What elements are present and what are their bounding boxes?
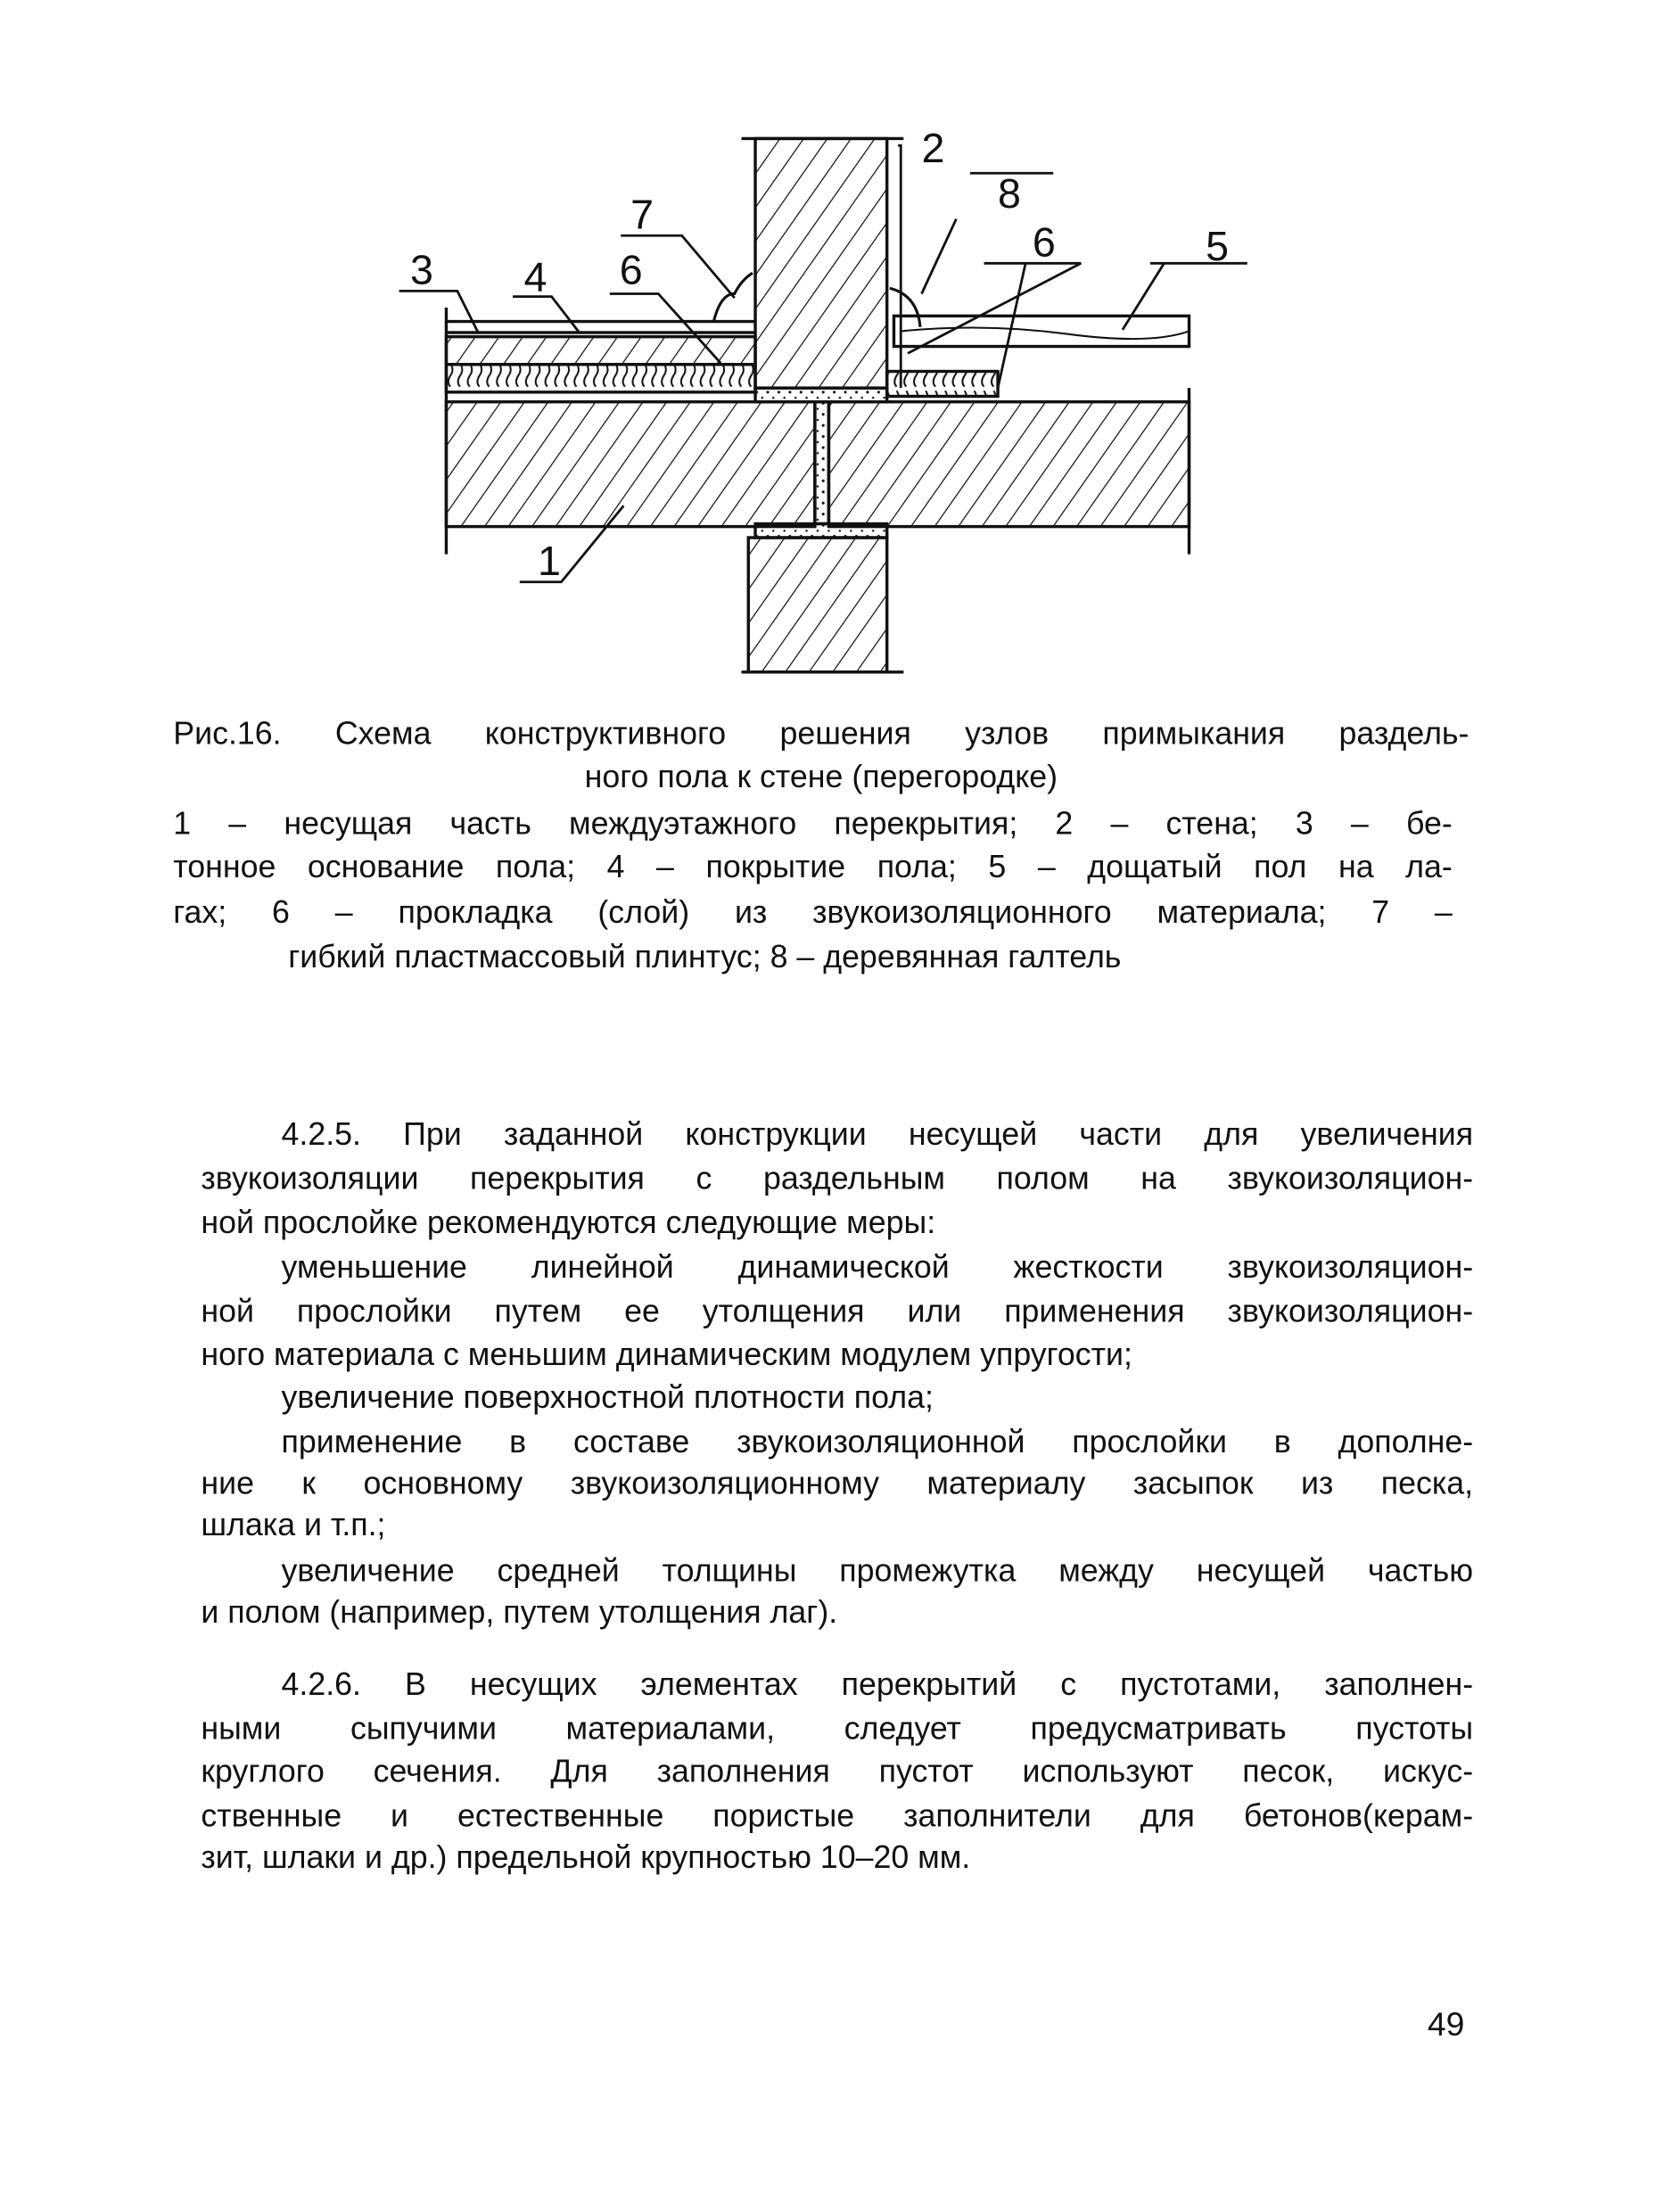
- slab-left: [446, 402, 814, 527]
- label-6-right: 6: [1032, 218, 1056, 266]
- page-number: 49: [1427, 2006, 1465, 2044]
- wall-lower: [748, 538, 886, 672]
- label-3: 3: [410, 246, 433, 293]
- paragraph-line: уменьшение линейной динамической жесткости звукоизоляцион-: [281, 1248, 1474, 1285]
- label-5: 5: [1206, 223, 1230, 270]
- paragraph-line: ной прослойки путем ее утолщения или применения звукоизоляцион-: [201, 1293, 1474, 1329]
- paragraph-line: ными сыпучими материалами, следует предусматривать пустоты: [201, 1709, 1474, 1747]
- slab-right: [828, 402, 1189, 527]
- paragraph-line: применение в составе звукоизоляционной прослойки в дополне-: [281, 1423, 1474, 1460]
- figure-legend-line: гибкий пластмассовый плинтус; 8 – деревянная галтель: [288, 938, 1122, 974]
- label-7: 7: [630, 191, 654, 238]
- figure-legend-line: гах; 6 – прокладка (слой) из звукоизоляционного материала; 7 –: [173, 893, 1453, 930]
- insulation-right: [887, 372, 998, 397]
- paragraph-line: 4.2.6. В несущих элементах перекрытий с пустотами, заполнен-: [281, 1665, 1474, 1702]
- figure-caption-title: Рис.16. Схема конструктивного решения узлов примыкания раздель-: [173, 714, 1470, 752]
- insulation-left: [446, 365, 755, 392]
- paragraph-line: увеличение средней толщины промежутка между несущей частью: [281, 1551, 1474, 1589]
- label-1: 1: [538, 537, 561, 584]
- figure-legend-line: 1 – несущая часть междуэтажного перекрытия; 2 – стена; 3 – бе-: [173, 804, 1453, 842]
- paragraph-line: зит, шлаки и др.) предельной крупностью 10–20 мм.: [201, 1838, 971, 1875]
- paragraph-line: ственные и естественные пористые заполнители для бетонов(керам-: [201, 1797, 1474, 1834]
- label-4: 4: [523, 253, 547, 300]
- paragraph-line: круглого сечения. Для заполнения пустот используют песок, искус-: [201, 1753, 1474, 1789]
- label-6-left: 6: [619, 246, 643, 293]
- paragraph-line: и полом (например, путем утолщения лаг).: [201, 1593, 838, 1630]
- paragraph-line: ной прослойке рекомендуются следующие меры:: [201, 1204, 936, 1241]
- paragraph-line: ного материала с меньшим динамическим модулем упругости;: [201, 1336, 1132, 1372]
- label-2: 2: [921, 124, 945, 171]
- paragraph-line: 4.2.5. При заданной конструкции несущей части для увеличения: [281, 1115, 1474, 1152]
- label-8: 8: [998, 170, 1021, 218]
- paragraph-line: шлака и т.п.;: [201, 1506, 386, 1542]
- paragraph-line: увеличение поверхностной плотности пола;: [281, 1378, 934, 1415]
- wall-upper: [755, 138, 887, 388]
- figure-16-floor-wall-junction-diagram: [410, 124, 1247, 693]
- paragraph-line: ние к основному звукоизоляционному материалу засыпок из песка,: [201, 1464, 1474, 1501]
- paragraph-line: звукоизоляции перекрытия с раздельным полом на звукоизоляцион-: [201, 1159, 1474, 1196]
- figure-caption-title: ного пола к стене (перегородке): [584, 758, 1058, 794]
- figure-legend-line: тонное основание пола; 4 – покрытие пола; 5 – дощатый пол на ла-: [173, 848, 1453, 884]
